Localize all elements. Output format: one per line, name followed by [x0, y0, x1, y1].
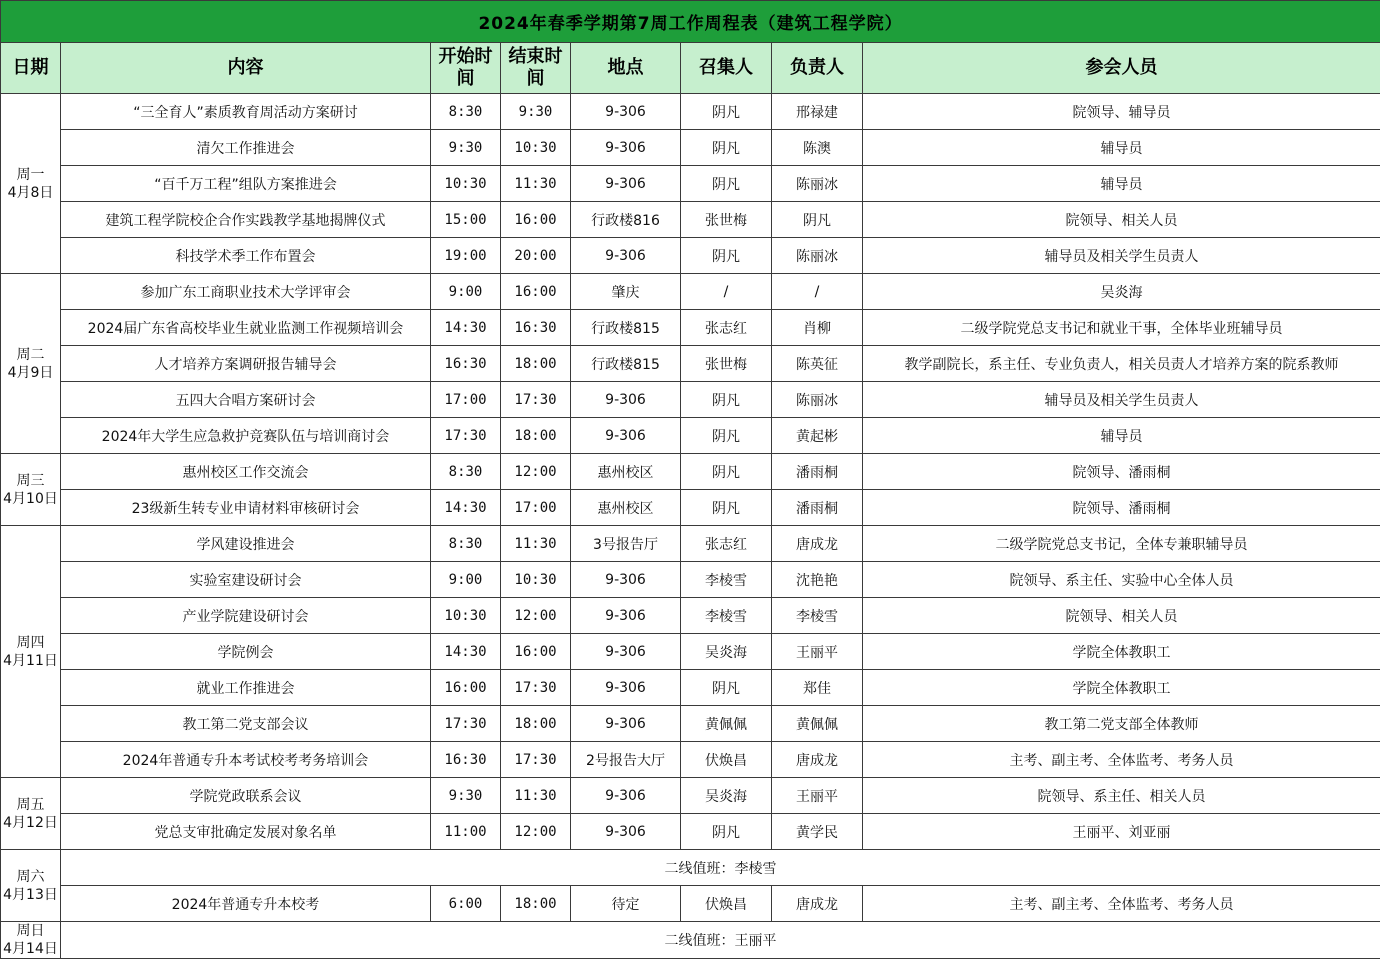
cell-start: 10:30: [431, 166, 501, 202]
table-row: [1, 886, 1380, 922]
cell-content: 实验室建设研讨会: [61, 562, 431, 598]
day-date: 4月11日: [1, 652, 60, 670]
cell-place: 惠州校区: [571, 490, 681, 526]
cell-start: 11:00: [431, 814, 501, 850]
cell-owner: 陈丽冰: [772, 238, 863, 274]
table-row: [1, 670, 1380, 706]
cell-end: 16:00: [501, 202, 571, 238]
cell-start: 17:00: [431, 382, 501, 418]
cell-owner: 郑佳: [772, 670, 863, 706]
day-cell-thu: [1, 526, 61, 778]
cell-content: 学院党政联系会议: [61, 778, 431, 814]
cell-owner: 陈英征: [772, 346, 863, 382]
cell-start: 9:30: [431, 130, 501, 166]
cell-convener: 伏焕昌: [681, 886, 772, 922]
cell-convener: 阴凡: [681, 382, 772, 418]
cell-end: 18:00: [501, 706, 571, 742]
cell-place: 9-306: [571, 94, 681, 130]
cell-end: 20:00: [501, 238, 571, 274]
cell-attendees: 二级学院党总支书记和就业干事，全体毕业班辅导员: [863, 310, 1380, 346]
cell-attendees: 院领导、系主任、实验中心全体人员: [863, 562, 1380, 598]
cell-end: 18:00: [501, 418, 571, 454]
cell-place: 行政楼815: [571, 310, 681, 346]
cell-start: 19:00: [431, 238, 501, 274]
table-row: [1, 130, 1380, 166]
table-row: [1, 634, 1380, 670]
cell-place: 9-306: [571, 634, 681, 670]
cell-place: 9-306: [571, 706, 681, 742]
header-start-time: 开始时间: [431, 43, 501, 94]
cell-start: 9:30: [431, 778, 501, 814]
header-row: [1, 43, 1380, 94]
day-cell-sun: [1, 922, 61, 959]
cell-attendees: 辅导员: [863, 166, 1380, 202]
day-cell-fri: [1, 778, 61, 850]
cell-end: 17:00: [501, 490, 571, 526]
day-cell-tue: [1, 274, 61, 454]
cell-start: 9:00: [431, 274, 501, 310]
table-row: [1, 742, 1380, 778]
cell-owner: 肖柳: [772, 310, 863, 346]
cell-owner: 陈丽冰: [772, 166, 863, 202]
cell-attendees: 教学副院长，系主任、专业负责人，相关员责人才培养方案的院系教师: [863, 346, 1380, 382]
cell-end: 17:30: [501, 670, 571, 706]
cell-place: 行政楼816: [571, 202, 681, 238]
cell-owner: 沈艳艳: [772, 562, 863, 598]
cell-start: 9:00: [431, 562, 501, 598]
cell-attendees: 主考、副主考、全体监考、考务人员: [863, 742, 1380, 778]
cell-place: 9-306: [571, 814, 681, 850]
cell-content: 2024届广东省高校毕业生就业监测工作视频培训会: [61, 310, 431, 346]
cell-owner: 黄起彬: [772, 418, 863, 454]
cell-attendees: 学院全体教职工: [863, 634, 1380, 670]
table-row: [1, 382, 1380, 418]
cell-start: 14:30: [431, 490, 501, 526]
cell-content: 学风建设推进会: [61, 526, 431, 562]
cell-convener: 李棱雪: [681, 562, 772, 598]
cell-content: 2024年普通专升本考试校考考务培训会: [61, 742, 431, 778]
cell-start: 8:30: [431, 526, 501, 562]
cell-start: 16:30: [431, 346, 501, 382]
cell-end: 16:30: [501, 310, 571, 346]
cell-content: “三全育人”素质教育周活动方案研讨: [61, 94, 431, 130]
cell-owner: 黄佩佩: [772, 706, 863, 742]
duty-note: 二线值班：李棱雪: [61, 850, 1380, 886]
cell-start: 17:30: [431, 418, 501, 454]
cell-attendees: 院领导、相关人员: [863, 202, 1380, 238]
cell-place: 3号报告厅: [571, 526, 681, 562]
table-row: [1, 526, 1380, 562]
cell-place: 惠州校区: [571, 454, 681, 490]
cell-content: 参加广东工商职业技术大学评审会: [61, 274, 431, 310]
table-title: 2024年春季学期第7周工作周程表（建筑工程学院）: [1, 1, 1380, 43]
table-row: [1, 778, 1380, 814]
cell-convener: 阴凡: [681, 418, 772, 454]
cell-convener: 阴凡: [681, 490, 772, 526]
cell-place: 9-306: [571, 166, 681, 202]
cell-end: 12:00: [501, 814, 571, 850]
day-weekday: 周五: [1, 796, 60, 814]
cell-convener: 张志红: [681, 310, 772, 346]
cell-place: 2号报告大厅: [571, 742, 681, 778]
cell-end: 11:30: [501, 166, 571, 202]
cell-attendees: 主考、副主考、全体监考、考务人员: [863, 886, 1380, 922]
cell-convener: 阴凡: [681, 130, 772, 166]
table-row: [1, 166, 1380, 202]
cell-content: 教工第二党支部会议: [61, 706, 431, 742]
cell-place: 9-306: [571, 778, 681, 814]
cell-content: “百千万工程”组队方案推进会: [61, 166, 431, 202]
cell-content: 五四大合唱方案研讨会: [61, 382, 431, 418]
table-row: [1, 814, 1380, 850]
cell-owner: 陈丽冰: [772, 382, 863, 418]
duty-note: 二线值班：王丽平: [61, 922, 1380, 959]
cell-attendees: 教工第二党支部全体教师: [863, 706, 1380, 742]
cell-convener: 阴凡: [681, 166, 772, 202]
cell-content: 清欠工作推进会: [61, 130, 431, 166]
header-owner: 负责人: [772, 43, 863, 94]
day-weekday: 周六: [1, 868, 60, 886]
table-row: [1, 238, 1380, 274]
cell-start: 17:30: [431, 706, 501, 742]
cell-end: 18:00: [501, 346, 571, 382]
day-cell-sat: [1, 850, 61, 922]
cell-end: 11:30: [501, 778, 571, 814]
duty-row: [1, 922, 1380, 959]
cell-attendees: 王丽平、刘亚丽: [863, 814, 1380, 850]
day-weekday: 周日: [1, 922, 60, 940]
day-cell-wed: [1, 454, 61, 526]
cell-content: 党总支审批确定发展对象名单: [61, 814, 431, 850]
cell-end: 10:30: [501, 130, 571, 166]
cell-end: 16:00: [501, 634, 571, 670]
cell-content: 产业学院建设研讨会: [61, 598, 431, 634]
cell-content: 就业工作推进会: [61, 670, 431, 706]
table-row: [1, 94, 1380, 130]
cell-place: 行政楼815: [571, 346, 681, 382]
cell-attendees: 辅导员: [863, 130, 1380, 166]
day-date: 4月14日: [1, 940, 60, 958]
cell-start: 8:30: [431, 454, 501, 490]
cell-convener: 张世梅: [681, 346, 772, 382]
cell-place: 待定: [571, 886, 681, 922]
cell-owner: 黄学民: [772, 814, 863, 850]
cell-convener: 阴凡: [681, 670, 772, 706]
cell-attendees: 院领导、相关人员: [863, 598, 1380, 634]
cell-content: 2024年大学生应急救护竞赛队伍与培训商讨会: [61, 418, 431, 454]
cell-attendees: 院领导、潘雨桐: [863, 490, 1380, 526]
cell-place: 肇庆: [571, 274, 681, 310]
table-row: [1, 490, 1380, 526]
table-row: [1, 562, 1380, 598]
cell-owner: 潘雨桐: [772, 454, 863, 490]
cell-start: 6:00: [431, 886, 501, 922]
cell-place: 9-306: [571, 670, 681, 706]
cell-attendees: 院领导、系主任、相关人员: [863, 778, 1380, 814]
cell-start: 14:30: [431, 634, 501, 670]
cell-end: 11:30: [501, 526, 571, 562]
cell-attendees: 院领导、辅导员: [863, 94, 1380, 130]
header-content: 内容: [61, 43, 431, 94]
cell-start: 16:30: [431, 742, 501, 778]
table-row: [1, 598, 1380, 634]
cell-attendees: 辅导员及相关学生员责人: [863, 382, 1380, 418]
cell-content: 学院例会: [61, 634, 431, 670]
cell-convener: /: [681, 274, 772, 310]
cell-place: 9-306: [571, 562, 681, 598]
cell-attendees: 辅导员及相关学生员责人: [863, 238, 1380, 274]
cell-owner: 唐成龙: [772, 742, 863, 778]
cell-place: 9-306: [571, 130, 681, 166]
cell-owner: 潘雨桐: [772, 490, 863, 526]
cell-convener: 伏焕昌: [681, 742, 772, 778]
cell-attendees: 院领导、潘雨桐: [863, 454, 1380, 490]
day-date: 4月12日: [1, 814, 60, 832]
cell-end: 9:30: [501, 94, 571, 130]
cell-convener: 张志红: [681, 526, 772, 562]
day-weekday: 周二: [1, 346, 60, 364]
cell-attendees: 吴炎海: [863, 274, 1380, 310]
cell-owner: 唐成龙: [772, 886, 863, 922]
header-convener: 召集人: [681, 43, 772, 94]
day-weekday: 周三: [1, 472, 60, 490]
cell-owner: /: [772, 274, 863, 310]
cell-start: 14:30: [431, 310, 501, 346]
header-attendees: 参会人员: [863, 43, 1380, 94]
cell-end: 17:30: [501, 382, 571, 418]
duty-row: [1, 850, 1380, 886]
cell-content: 建筑工程学院校企合作实践教学基地揭牌仪式: [61, 202, 431, 238]
table-row: [1, 346, 1380, 382]
schedule-body: [1, 94, 1380, 959]
header-date: 日期: [1, 43, 61, 94]
cell-attendees: 辅导员: [863, 418, 1380, 454]
cell-place: 9-306: [571, 418, 681, 454]
cell-end: 17:30: [501, 742, 571, 778]
day-date: 4月9日: [1, 364, 60, 382]
cell-content: 2024年普通专升本校考: [61, 886, 431, 922]
header-end-time: 结束时间: [501, 43, 571, 94]
cell-start: 16:00: [431, 670, 501, 706]
day-cell-mon: [1, 94, 61, 274]
cell-place: 9-306: [571, 382, 681, 418]
table-row: [1, 202, 1380, 238]
day-weekday: 周一: [1, 166, 60, 184]
cell-convener: 阴凡: [681, 814, 772, 850]
cell-owner: 王丽平: [772, 634, 863, 670]
cell-attendees: 二级学院党总支书记，全体专兼职辅导员: [863, 526, 1380, 562]
cell-end: 10:30: [501, 562, 571, 598]
table-row: [1, 274, 1380, 310]
cell-start: 15:00: [431, 202, 501, 238]
cell-end: 12:00: [501, 454, 571, 490]
table-row: [1, 454, 1380, 490]
day-date: 4月8日: [1, 184, 60, 202]
cell-owner: 陈澳: [772, 130, 863, 166]
cell-convener: 张世梅: [681, 202, 772, 238]
cell-convener: 黄佩佩: [681, 706, 772, 742]
cell-end: 16:00: [501, 274, 571, 310]
cell-convener: 阴凡: [681, 238, 772, 274]
cell-owner: 邢禄建: [772, 94, 863, 130]
cell-start: 10:30: [431, 598, 501, 634]
table-row: [1, 310, 1380, 346]
header-place: 地点: [571, 43, 681, 94]
cell-owner: 阴凡: [772, 202, 863, 238]
cell-content: 科技学术季工作布置会: [61, 238, 431, 274]
cell-place: 9-306: [571, 598, 681, 634]
cell-start: 8:30: [431, 94, 501, 130]
cell-end: 12:00: [501, 598, 571, 634]
cell-content: 23级新生转专业申请材料审核研讨会: [61, 490, 431, 526]
cell-convener: 阴凡: [681, 454, 772, 490]
cell-convener: 吴炎海: [681, 634, 772, 670]
table-row: [1, 418, 1380, 454]
cell-content: 惠州校区工作交流会: [61, 454, 431, 490]
cell-owner: 李棱雪: [772, 598, 863, 634]
cell-place: 9-306: [571, 238, 681, 274]
cell-content: 人才培养方案调研报告辅导会: [61, 346, 431, 382]
cell-owner: 唐成龙: [772, 526, 863, 562]
day-date: 4月13日: [1, 886, 60, 904]
table-row: [1, 706, 1380, 742]
cell-attendees: 学院全体教职工: [863, 670, 1380, 706]
day-date: 4月10日: [1, 490, 60, 508]
cell-convener: 李棱雪: [681, 598, 772, 634]
cell-end: 18:00: [501, 886, 571, 922]
cell-convener: 阴凡: [681, 94, 772, 130]
day-weekday: 周四: [1, 634, 60, 652]
cell-owner: 王丽平: [772, 778, 863, 814]
cell-convener: 吴炎海: [681, 778, 772, 814]
